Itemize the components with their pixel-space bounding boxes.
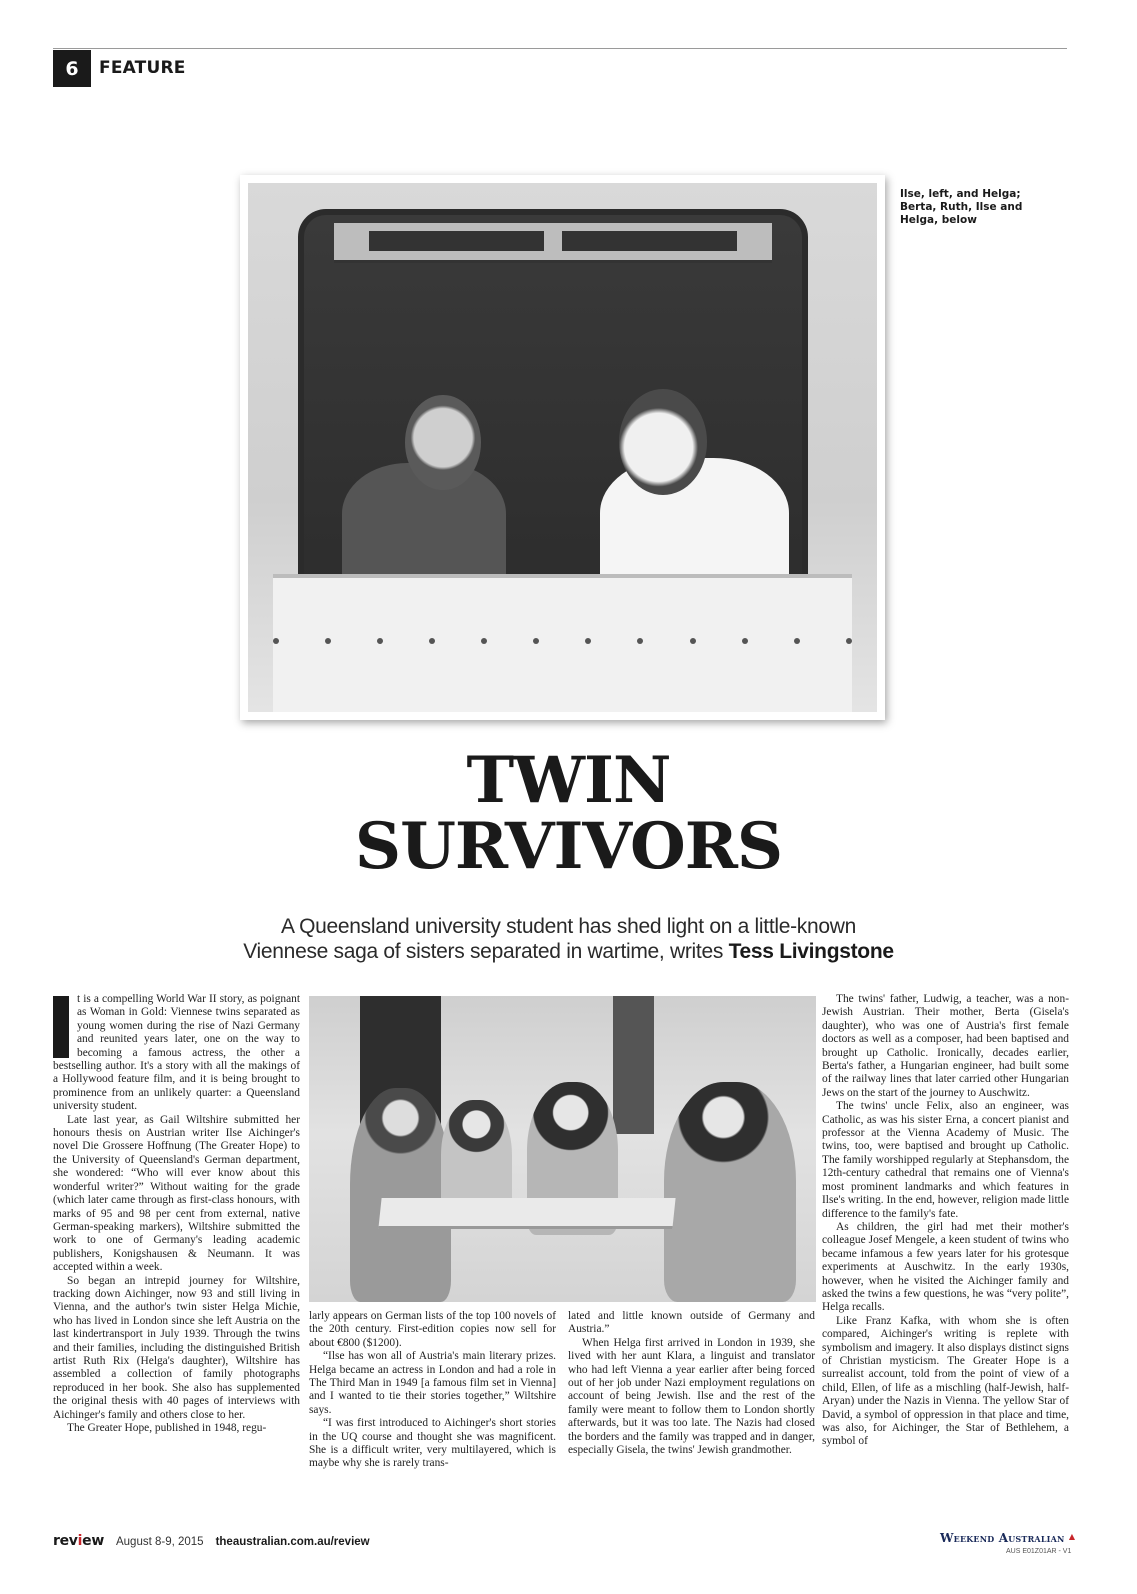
section-label: FEATURE xyxy=(99,58,186,78)
ilse-figure xyxy=(405,395,480,490)
standfirst: A Queensland university student has shed light on a little-known Viennese saga of sisters separated in wartime, writes Tess Livingstone xyxy=(243,915,894,963)
group-photo xyxy=(309,996,816,1302)
train-window-photo xyxy=(248,183,877,712)
page-number: 6 xyxy=(53,50,91,87)
website-url: theaustralian.com.au/review xyxy=(215,1536,370,1548)
issue-date: August 8-9, 2015 xyxy=(115,1536,204,1548)
berta-figure xyxy=(350,1088,451,1302)
headline-line2: SURVIVORS xyxy=(354,809,783,884)
dropcap xyxy=(53,996,69,1058)
main-photo xyxy=(240,175,885,720)
helga-figure xyxy=(619,389,707,495)
article-column-4: The twins' father, Ludwig, a teacher, was a non-Jewish Austrian. Their mother, Berta (Gisela's daughter), who was one of Austria's first female doctors as well as a composer, had been baptised and brought up Catholic. Ironically, decades earlier, Berta's father, a Hungarian engineer, had built some of the railway lines that later carried other Hungarian Jews on the start of the journey to Auschwitz. The twins' uncle Felix, also an engineer, was Catholic, as was his sister Erna, a concert pianist and professor at the Vienna Academy of Music. The twins, too, were baptised and brought up Catholic. The family worshipped regularly at Stephansdom, the 12th-century cathedral that remains one of Vienna's most prominent landmarks and which features in Ilse's writing. In the end, however, religion made little difference to the family's fate. As children, the girl had met their mother's colleague Josef Mengele, a keen student of twins who became infamous a few years later for his grotesque experiments at Auschwitz. In the early 1930s, however, when he visited the Aichinger family and asked the twins a few questions, he was “very polite”, Helga recalls. Like Franz Kafka, with whom she is often compared, Aichinger's writing is replete with symbolism and imagery. It also displays distinct signs of Christian mysticism. The Greater Hope is a surrealist account, told from the point of view of a child, Ellen, of life as a mischling (half-Jewish, half-Aryan) under the Nazis in Vienna. The yellow Star of David, a symbol of oppression in that place and time, was also, for Aichinger, the Star of Bethlehem, a symbol of xyxy=(822,993,1069,1448)
table xyxy=(378,1198,675,1229)
edition-code: AUS E01Z01AR - V1 xyxy=(1006,1548,1072,1555)
article-column-1: t is a compelling World War II story, as poignant as Woman in Gold: Viennese twins separated as young women during the rise of Nazi Germany and reunited years later, one on the way to becoming a famous actress, the other a bestselling author. It's a story with all the makings of a Hollywood feature film, and it is being brought to prominence from an unlikely quarter: a Queensland university student. Late last year, as Gail Wiltshire submitted her honours thesis on Austrian writer Ilse Aichinger's novel Die Grossere Hoffnung (The Greater Hope) to the University of Queensland's German department, she wondered: “Who will ever know about this wonderful writer?” Without waiting for the grade (which later came through as first-class honours, with marks of 95 and 98 per cent from external, native German-speaking markers), Wiltshire submitted the work to one of Germany's leading academic publishers, Konigshausen & Neumann. It was accepted within a week. So began an intrepid journey for Wiltshire, tracking down Aichinger, now 93 and still living in Vienna, and the author's twin sister Helga Michie, who has lived in London since she left Austria on the last kindertransport in July 1939. Through the twins and their families, including the distinguished British artist Ruth Rix (Helga's daughter), Wiltshire has assembled a collection of family photographs reproduced in her book. She also has supplemented the original thesis with 40 pages of interviews with Aichinger's family and others close to her. The Greater Hope, published in 1948, regu- xyxy=(53,993,300,1434)
headline-line1: TWIN xyxy=(466,743,671,818)
headline xyxy=(0,743,1137,884)
byline: Tess Livingstone xyxy=(728,940,894,963)
article-column-2: larly appears on German lists of the top 100 novels of the 20th century. First-edition copies now sell for about €800 ($1200). “Ilse has won all of Austria's main literary prizes. Helga became an actress in London and had a role in The Third Man in 1949 [a famous film set in Vienna] and I wanted to tie their stories together,” Wiltshire says. “I was first introduced to Aichinger's short stories in the UQ course and thought she was magnificent. She is a difficult writer, very multilayered, which is maybe why she is rarely trans- xyxy=(309,1310,556,1470)
helga-figure xyxy=(664,1082,796,1302)
article-column-3: lated and little known outside of Germany and Austria.” When Helga first arrived in London in 1939, she lived with her aunt Klara, a linguist and translator who had left Vienna a year earlier after being forced out of her job under Nazi employment regulations on account of being Jewish. Ilse and the rest of the family were meant to follow them to London shortly afterwards, but it was too late. The Nazis had closed the borders and the family was trapped and in danger, especially Gisela, the twins' Jewish grandmother. xyxy=(568,1310,815,1457)
masthead-mark-icon: ▲ xyxy=(1068,1531,1076,1541)
top-rule xyxy=(53,48,1067,49)
photo-caption: Ilse, left, and Helga; Berta, Ruth, Ilse and Helga, below xyxy=(900,188,1023,226)
weekend-australian-masthead: Weekend Australian ▲ xyxy=(940,1531,1076,1545)
footer xyxy=(53,1533,370,1549)
review-logo: review xyxy=(53,1533,104,1549)
